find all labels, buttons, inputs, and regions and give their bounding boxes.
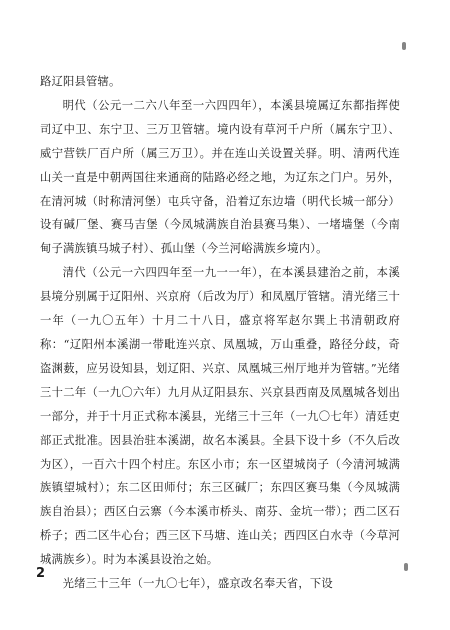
paragraph-3: 清代（公元一六四四年至一九一一年），在本溪县建治之前，本溪县境分别属于辽阳州、兴京府（后改为厅）和凤凰厅管辖。清光绪三十一年（一九〇五年）十月二十八日，盛京将军赵尔巽上书清朝政府称：“辽阳州本溪湖一带毗连兴京、凤凰城，万山重叠，路径分歧，奇盗渊薮，应另设知县，划辽阳、兴京、凤凰城三州厅地并为管辖。”光绪三十二年（一九〇六年）九月从辽阳县东、兴京县西南及凤凰城各划出一部分，并于十月正式称本溪县，光绪三十三年（一九〇七年）清廷吏部正式批准。因县治驻本溪湖，故名本溪县。全县下设十乡（不久后改为区），一百六十四个村庄。东区小市；东一区望城岗子（今清河城满族镇望城村）；东二区田师付；东三区碱厂；东四区赛马集（今凤城满族自治县）；西区白云寨（今本溪市桥头、南芬、金坑一带）；西二区石桥子；西二区牛心台；西三区下马塘、连山关；西四区白水寺（今草河城满族乡）。时为本溪县设治之始。 [40,266,400,567]
margin-mark-top [402,42,406,50]
paragraph-4: 光绪三十三年（一九〇七年），盛京改名奉天省，下设 [62,577,333,591]
paragraph-1: 路辽阳县管辖。 [40,75,121,88]
margin-mark-bottom [404,563,408,571]
page-number: 2 [36,566,46,581]
body-text [40,70,400,596]
paragraph-2: 明代（公元一二六八年至一六四四年），本溪县境属辽东都指挥使司辽中卫、东宁卫、三万卫管辖。境内设有草河千户所（属东宁卫）、威宁营铁厂百户所（属三万卫）。并在连山关设置关驿。明、清两代连山关一直是中朝两国往来通商的陆路必经之地，为辽东之门户。另外，在清河城（时称清河堡）屯兵守备，沿着辽东边墙（明代长城一部分）设有碱厂堡、赛马吉堡（今凤城满族自治县赛马集）、一堵墙堡（今南甸子满族镇马城子村）、孤山堡（今兰河峪满族乡境内）。 [40,98,400,256]
